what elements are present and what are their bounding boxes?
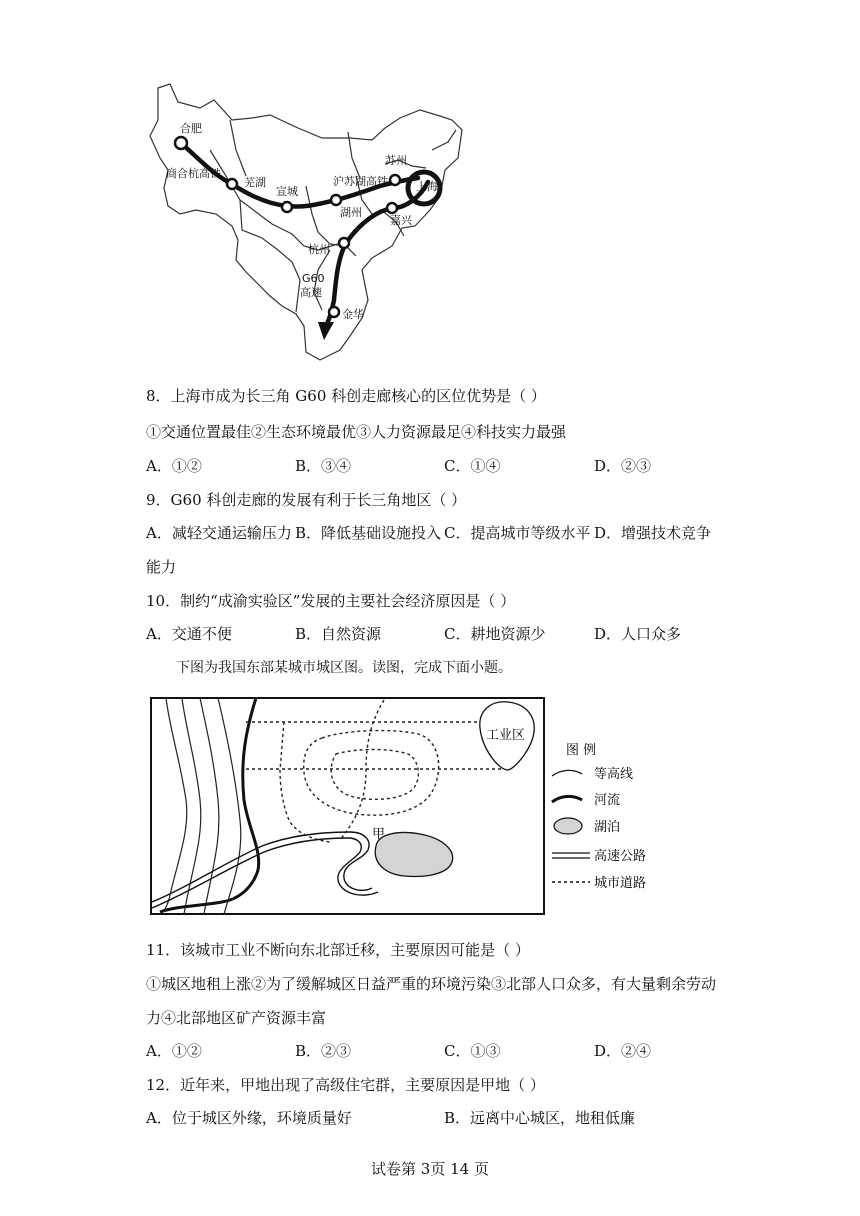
legend-contour: 等高线 xyxy=(594,767,634,782)
label-suzhou: 苏州 xyxy=(385,154,407,167)
label-hangzhou: 杭州 xyxy=(308,243,330,256)
g60-corridor-map xyxy=(140,78,480,368)
legend-river-symbol xyxy=(552,796,582,802)
station-suzhou xyxy=(390,175,400,185)
q10-stem: 10．制约“成渝实验区”发展的主要社会经济原因是（ ） xyxy=(146,592,516,610)
label-railway: 商合杭高铁 xyxy=(166,167,221,180)
intro-text: 下图为我国东部某城市城区图。读图，完成下面小题。 xyxy=(176,660,512,676)
q10-option-c: C．耕地资源少 xyxy=(444,625,546,643)
q8-statements: ①交通位置最佳②生态环境最优③人力资源最足④科技实力最强 xyxy=(146,423,567,441)
q11-option-b: B．②③ xyxy=(295,1042,352,1060)
jia-label: 甲 xyxy=(372,827,386,842)
q10-option-b: B．自然资源 xyxy=(295,625,382,643)
q9-option-b: B．降低基础设施投入 xyxy=(295,524,442,542)
station-xuancheng xyxy=(282,202,292,212)
q8-option-b: B．③④ xyxy=(295,457,352,475)
q11-statements-line2: 力④北部地区矿产资源丰富 xyxy=(146,1009,327,1027)
label-jiaxing: 嘉兴 xyxy=(390,214,412,227)
label-jinhua: 金华 xyxy=(342,308,364,321)
contour-lines xyxy=(160,698,241,914)
legend-contour-symbol xyxy=(552,770,582,776)
page-footer: 试卷第 3页 14 页 xyxy=(371,1160,489,1178)
q12-option-a: A．位于城区外缘，环境质量好 xyxy=(146,1109,352,1127)
route-arrow-icon xyxy=(318,322,334,340)
label-shanghai: 上海 xyxy=(416,180,438,193)
q11-statements-line1: ①城区地租上涨②为了缓解城区日益严重的环境污染③北部人口众多，有大量剩余劳动 xyxy=(146,975,717,993)
legend-highway: 高速公路 xyxy=(594,849,647,864)
q9-option-d-wrap: 能力 xyxy=(146,558,177,576)
highway xyxy=(152,832,378,908)
station-jinhua xyxy=(329,307,339,317)
q8-option-d: D．②③ xyxy=(594,457,652,475)
legend-lake-symbol xyxy=(554,818,582,834)
lake xyxy=(375,833,452,877)
q11-option-d: D．②④ xyxy=(594,1042,652,1060)
q9-option-d: D．增强技术竞争 xyxy=(594,524,712,542)
q9-stem: 9．G60 科创走廊的发展有利于长三角地区（ ） xyxy=(146,491,467,509)
q8-option-c: C．①④ xyxy=(444,457,501,475)
legend-river: 河流 xyxy=(594,793,621,808)
label-g60: G60 xyxy=(302,272,325,285)
q12-stem: 12．近年来，甲地出现了高级住宅群，主要原因是甲地（ ） xyxy=(146,1076,545,1094)
industrial-zone-label: 工业区 xyxy=(486,728,526,743)
q11-option-c: C．①③ xyxy=(444,1042,501,1060)
q8-option-a: A．①② xyxy=(146,457,202,475)
legend-lake: 湖泊 xyxy=(594,820,621,835)
q9-option-a: A．减轻交通运输压力 xyxy=(146,524,292,542)
city-district-map xyxy=(140,690,700,920)
q12-option-b: B．远离中心城区，地租低廉 xyxy=(444,1109,636,1127)
legend-road: 城市道路 xyxy=(594,876,647,891)
station-huzhou xyxy=(331,195,341,205)
q10-option-d: D．人口众多 xyxy=(594,625,682,643)
station-hangzhou xyxy=(339,238,349,248)
label-highway: 高速 xyxy=(300,286,322,299)
label-hefei: 合肥 xyxy=(180,122,202,135)
city-roads xyxy=(246,700,504,842)
label-wuhu: 芜湖 xyxy=(244,176,266,189)
station-hefei xyxy=(175,137,187,149)
station-jiaxing xyxy=(387,203,397,213)
label-huhanggaotie: 沪苏湖高铁 xyxy=(333,175,388,188)
q8-stem: 8．上海市成为长三角 G60 科创走廊核心的区位优势是（ ） xyxy=(146,387,546,405)
q9-option-c: C．提高城市等级水平 xyxy=(444,524,591,542)
legend-title: 图 例 xyxy=(566,743,597,758)
label-xuancheng: 宣城 xyxy=(276,185,298,198)
q10-option-a: A．交通不便 xyxy=(146,625,232,643)
q11-option-a: A．①② xyxy=(146,1042,202,1060)
highway-route xyxy=(326,182,428,326)
q11-stem: 11．该城市工业不断向东北部迁移，主要原因可能是（ ） xyxy=(146,941,530,959)
label-huzhou: 湖州 xyxy=(340,206,362,219)
station-wuhu xyxy=(227,179,237,189)
